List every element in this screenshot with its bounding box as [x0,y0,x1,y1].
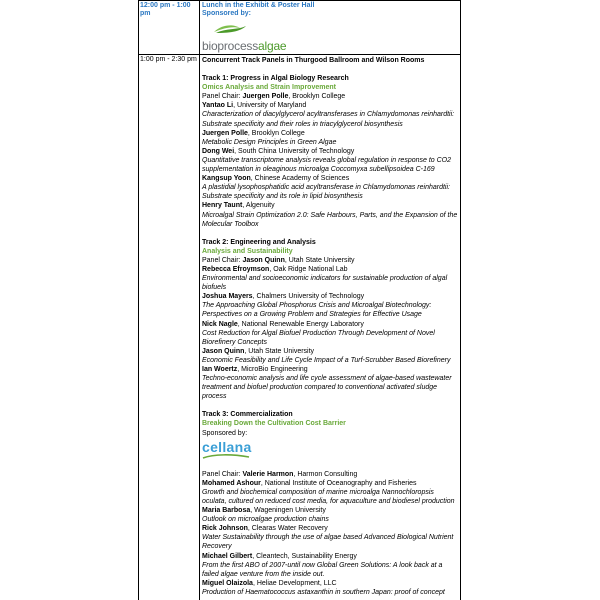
talk-title: Cost Reduction for Algal Biofuel Production Through Development of Novel Biorefinery Concepts [202,329,435,346]
speaker-affiliation: , Chalmers University of Technology [252,293,365,301]
talk-speaker [202,147,460,156]
bioprocess-algae-wordmark [202,39,460,53]
speaker-affiliation: , Algenuity [242,202,275,210]
talk-title: Metabolic Design Principles in Green Algae [202,138,337,146]
swoosh-icon [202,454,250,460]
talk-speaker [202,129,460,138]
talk-speaker [202,579,460,588]
talk-title: Characterization of diacylglycerol acyltransferases in Chlamydomonas reinhardtii: Substrate specificity and their roles in triacylglycerol biosynthesis [202,111,455,128]
speaker-name: Yantao Li [202,102,234,110]
speaker-affiliation: , Utah State University [244,347,315,355]
speaker-name: Mohamed Ashour [202,479,261,487]
chair-affiliation: , Harmon Consulting [293,470,358,478]
chair-affiliation: , Brooklyn College [288,93,346,101]
logo-part-algae: algae [258,39,287,53]
speaker-affiliation: , Heliae Development, LLC [252,579,337,587]
talk-speaker [202,506,460,515]
talk-title: Economic Feasibility and Life Cycle Impact of a Turf-Scrubber Based Biorefinery [202,356,451,364]
speaker-name: Ian Woertz [202,366,238,373]
speaker-name: Jason Quinn [202,347,245,355]
row-divider [138,54,461,55]
talk-speaker [202,347,460,356]
talk-speaker [202,552,460,561]
speaker-name: Maria Barbosa [202,507,251,515]
speaker-name: Henry Taunt [202,202,243,210]
talk-speaker [202,101,460,110]
track-3-sponsored-label: Sponsored by: [202,429,248,437]
logo-part-bioprocess: bioprocess [202,39,259,53]
talk-speaker [202,201,460,210]
talk-title: The Approaching Global Phosphorus Crisis and Microalgal Biotechnology: Perspectives on a Growing Problem and Strategies for Effective Usage [202,302,432,319]
speaker-name: Rick Johnson [202,525,248,533]
talk-title: Outlook on microalgae production chains [202,516,329,524]
speaker-name: Miguel Olaizola [202,579,253,587]
talk-title: A plastidial lysophosphatidic acid acyltransferase in Chlamydomonas reinhardtii: Substrate specificity and its role in lipid biosynthesis [202,184,450,201]
speaker-name: Rebecca Efroymson [202,265,270,273]
speaker-affiliation: , National Renewable Energy Laboratory [237,320,364,328]
talk-speaker [202,292,460,301]
talk-title: Microalgal Strain Optimization 2.0: Safe Harbours, Parts, and the Expansion of the Molecular Toolbox [202,211,458,228]
chair-name: Juergen Polle [242,93,289,101]
chair-affiliation: , Utah State University [284,256,355,264]
speaker-name: Nick Nagle [202,320,238,328]
speaker-name: Juergen Polle [202,129,248,137]
track-1-chair [202,92,460,101]
time-slot-panels: 1:00 pm - 2:30 pm [140,56,197,63]
track-3-name: Track 3: Commercialization [202,411,293,419]
talk-title: Quantitative transcriptome analysis reveals global regulation in response to CO2 supplementation in oleaginous microalga Coccomyxa subellipsoidea C-169 [202,156,452,174]
speaker-affiliation: , South China University of Technology [234,147,355,155]
talk-title: From the first ABO of 2007-until now Global Green Solutions: A look back at a failed algae venture from the inside out. [202,561,443,578]
chair-prefix: Panel Chair: [202,256,243,264]
speaker-affiliation: , Wageningen University [250,507,326,515]
talk-speaker [202,174,460,183]
track-2-chair [202,256,460,265]
chair-prefix: Panel Chair: [202,93,243,101]
lunch-title: Lunch in the Exhibit & Poster Hall [202,2,315,9]
talk-title: Production of Haematococcus astaxanthin in southern Japan: proof of concept [202,588,445,596]
panels-title: Concurrent Track Panels in Thurgood Ballroom and Wilson Rooms [202,57,425,64]
time-slot-lunch: 12:00 pm - 1:00 pm [140,2,191,17]
speaker-name: Dong Wei [202,147,235,155]
panels-cell [202,56,460,597]
speaker-affiliation: , University of Maryland [233,102,307,110]
chair-name: Jason Quinn [242,256,285,264]
talk-title: Techno-economic analysis and life cycle assessment of algae-based wastewater treatment and biofuel production compared to conventional activated sludge process [202,375,452,401]
talk-speaker [202,265,460,274]
speaker-affiliation: , Clearas Water Recovery [247,525,328,533]
speaker-affiliation: , National Institute of Oceanography and Fisheries [260,479,417,487]
talk-speaker [202,479,460,488]
talk-title: Growth and biochemical composition of marine microalga Nannochloropsis oculata, cultured on reduced cost media, for aquaculture and biodiesel production [202,488,455,505]
talk-speaker [202,365,460,374]
speaker-name: Michael Gilbert [202,552,253,560]
cellana-wordmark: cellana [202,438,252,455]
talk-speaker [202,524,460,533]
track-3-subtitle: Breaking Down the Cultivation Cost Barrier [202,420,346,428]
talk-title: Water Sustainability through the use of algae based Advanced Biological Nutrient Recovery [202,534,454,551]
track-2-subtitle: Analysis and Sustainability [202,247,293,255]
speaker-affiliation: , Oak Ridge National Lab [269,265,348,273]
track-1-name: Track 1: Progress in Algal Biology Research [202,75,349,83]
column-divider [199,1,200,600]
talk-speaker [202,320,460,329]
chair-prefix: Panel Chair: [202,470,243,478]
track-2-name: Track 2: Engineering and Analysis [202,238,316,246]
speaker-affiliation: , Chinese Academy of Sciences [250,175,350,183]
track-3-chair [202,470,460,479]
chair-name: Valerie Harmon [242,470,294,478]
speaker-name: Joshua Mayers [202,293,253,301]
speaker-name: Kangsup Yoon [202,175,251,183]
lunch-cell [202,2,460,53]
speaker-affiliation: , Brooklyn College [247,129,305,137]
leaf-icon [204,22,264,34]
lunch-sponsored-label: Sponsored by: [202,10,252,17]
cellana-logo [202,440,460,470]
speaker-affiliation: , MicroBio Engineering [237,366,308,373]
track-1-subtitle: Omics Analysis and Strain Improvement [202,84,336,92]
bioprocess-algae-logo [202,22,460,36]
speaker-affiliation: , Cleantech, Sustainability Energy [252,552,357,560]
talk-title: Environmental and socioeconomic indicators for sustainable production of algal biofuels [202,275,448,292]
